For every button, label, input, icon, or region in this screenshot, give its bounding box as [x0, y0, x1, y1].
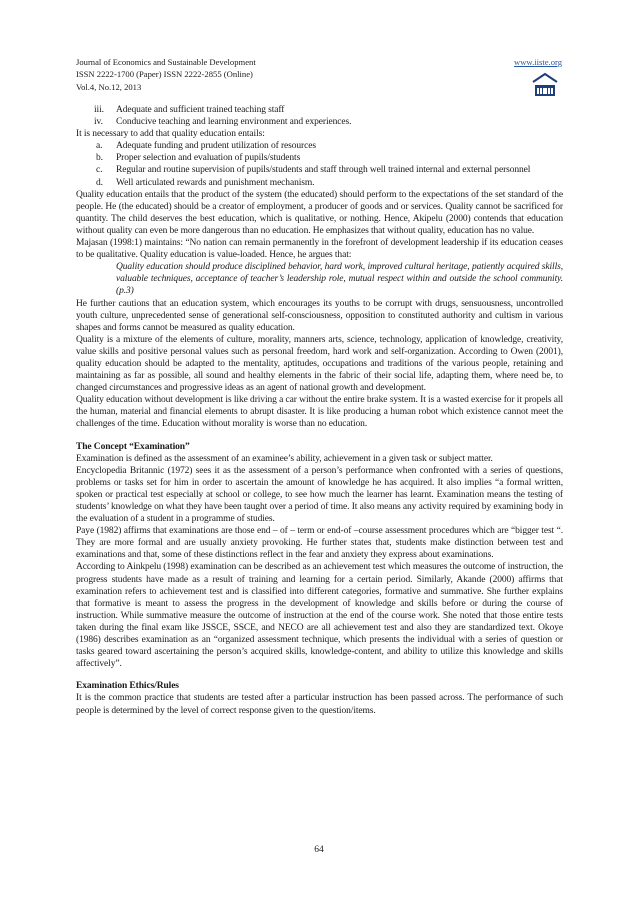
- iiste-logo: [530, 71, 560, 99]
- list-item: [76, 140, 563, 152]
- section-heading-examination: The Concept “Examination”: [76, 441, 190, 452]
- list-marker: a.: [96, 141, 103, 152]
- page-header: [76, 56, 562, 104]
- list-item: [76, 104, 563, 116]
- paragraph: Examination is defined as the assessment of an examinee’s ability, achievement in a given task or subject matter.: [76, 453, 493, 464]
- list-marker: c.: [96, 165, 103, 176]
- list-item-text: Well articulated rewards and punishment mechanism.: [116, 177, 315, 188]
- paragraph: Quality is a mixture of the elements of culture, morality, manners arts, science, technology, application of knowledge, creativity, value skills and positive personal values such as personal freedom, hard work and self-organization. According to Owen (2001), quality education should be adapted to the mentality, aptitudes, occupations and traditions of the various people, retaining and maintaining as far as possible, all sound and healthy elements in the fabric of their social life, adapting them, where need be, to changed circumstances and progressive ideas as an agent of national growth and development.: [76, 334, 563, 394]
- section-spacer: [76, 431, 563, 441]
- page-number: 64: [314, 845, 324, 855]
- list-marker: b.: [96, 153, 103, 164]
- list-item: [76, 152, 563, 164]
- list-item: [76, 177, 563, 189]
- list-item: [76, 164, 563, 176]
- paragraph: It is the common practice that students are tested after a particular instruction has been passed across. The performance of such people is determined by the level of correct response given to the question/items.: [76, 693, 563, 716]
- list-item-text: Adequate funding and prudent utilization of resources: [116, 141, 316, 152]
- section-spacer: [76, 670, 563, 680]
- paragraph: Majasan (1998:1) maintains: “No nation can remain permanently in the forefront of development leadership if its education ceases to be qualitative. Quality education is value-loaded. Hence, he argues that:: [76, 238, 563, 261]
- paragraph: Paye (1982) affirms that examinations are those end – of – term or end-of –course assessment procedures which are “bigger test “. They are more formal and are usually anxiety provoking. He further states that, students make distinction between test and examinations and that, some of these distinctions reflect in the fear and anxiety they express about examinations.: [76, 526, 563, 561]
- list-item: [76, 116, 563, 128]
- paragraph: Quality education without development is like driving a car without the entire brake system. It is a wasted exercise for it propels all the human, material and financial elements to abrupt disaster. It is like producing a human robot which existence cannot meet the challenges of the time. Education without morality is worse than no education.: [76, 395, 563, 430]
- paragraph: It is necessary to add that quality education entails:: [76, 129, 265, 140]
- list-item-text: Conducive teaching and learning environment and experiences.: [116, 117, 352, 128]
- list-item-text: Adequate and sufficient trained teaching staff: [116, 105, 285, 115]
- journal-issn: ISSN 2222-1700 (Paper) ISSN 2222-2855 (Online): [76, 69, 253, 80]
- paragraph: He further cautions that an education system, which encourages its youths to be corrupt with drugs, sensuousness, uncontrolled youth culture, unprecedented sense of generational self-consciousness, opposition to constituted authority and cultism in various shapes and forms cannot be measured as quality education.: [76, 298, 563, 333]
- list-marker: iii.: [94, 105, 104, 115]
- journal-title: Journal of Economics and Sustainable Development: [76, 57, 256, 67]
- article-body: [76, 104, 563, 717]
- list-item-text: Regular and routine supervision of pupils/students and staff through well trained internal and external personnel: [116, 165, 531, 176]
- list-marker: iv.: [94, 117, 103, 128]
- paragraph: Encyclopedia Britannic (1972) sees it as the assessment of a person’s performance when confronted with a series of questions, problems or tasks set for him in order to ascertain the amount of knowledge he has acquired. It also implies “a formal written, spoken or practical test especially at school or college, to see how much the learner has learnt. Examination means the testing of students’ knowledge on what they have been taught over a period of time. It also means any activity required by examining body in the evaluation of a student in a programme of studies.: [76, 465, 563, 525]
- block-quote: Quality education should produce disciplined behavior, hard work, improved cultural heritage, patiently acquired skills, valuable techniques, acceptance of teacher’s leadership role, mutual respect within and outside the school community. (p.3): [116, 262, 563, 297]
- list-marker: d.: [96, 177, 103, 188]
- paragraph: According to Ainkpelu (1998) examination can be described as an achievement test which measures the outcome of instruction, the progress students have made as a result of training and learning for a certain period. Similarly, Akande (2000) affirms that examination refers to achievement test and is classified into different categories, formative and summative. She further explains that formative is meant to assess the progress in the development of knowledge and skills before or during the course of instruction. While summative measure the outcome of instruction at the end of the course work. She noted that those entire tests taken during the final exam like JSSCE, SSCE, and NECO are all achievement test and also they are standardized text. Okoye (1986) describes examination as an “organized assessment technique, which presents the individual with a series of question or tasks geared toward ascertaining the person’s acquired skills, knowledge-content, and ability to utilize this knowledge and skills affectively”.: [76, 562, 563, 670]
- section-heading-ethics: Examination Ethics/Rules: [76, 681, 179, 692]
- list-item-text: Proper selection and evaluation of pupils/students: [116, 153, 301, 164]
- paragraph: Quality education entails that the product of the system (the educated) should perform to the expectations of the set standard of the people. He (the educated) should be a creator of employment, a producer of goods and or services. Quality cannot be sacrificed for quantity. The child deserves the best education, which is qualitative, or nothing. Hence, Akipelu (2000) contends that education without quality can even be more dangerous than no education. He emphasizes that without quality, education has no value.: [76, 189, 563, 236]
- journal-volume: Vol.4, No.12, 2013: [76, 81, 142, 92]
- journal-url-link[interactable]: www.iiste.org: [514, 57, 562, 67]
